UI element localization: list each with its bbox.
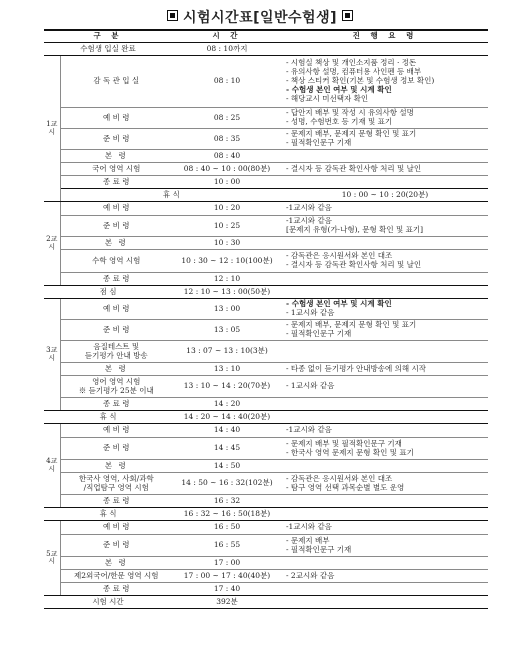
row-time: 17 : 00 [172, 557, 282, 570]
row-name: 본 령 [60, 460, 172, 473]
row-time: 16 : 50 [172, 521, 282, 535]
square-bullet-icon [167, 10, 178, 21]
row-notes [282, 176, 488, 189]
row-name-line: /직업탐구 영역 시험 [83, 482, 149, 492]
note-line: - 탐구 영역 선택 과목순별 별도 운영 [286, 482, 405, 492]
header-row [44, 30, 488, 43]
row-notes [282, 557, 488, 570]
row-notes [282, 150, 488, 163]
schedule-title [0, 7, 520, 27]
row-name: 본 령 [60, 363, 172, 376]
row-time: 392분 [172, 596, 282, 609]
table-row [44, 495, 488, 508]
row-notes [282, 56, 488, 108]
row-notes: -1교시와 같음 [282, 202, 488, 216]
note-line: - 1교시와 같음 [286, 308, 335, 317]
note-line: - 유의사항 설명, 컴퓨터용 사인펜 등 배부 [286, 67, 422, 77]
row-notes [282, 320, 488, 341]
row-name: 종 료 령 [60, 398, 172, 411]
period-label-4: 4교시 [44, 424, 60, 508]
table-row [44, 202, 488, 216]
row-name [60, 473, 172, 495]
row-notes [282, 250, 488, 273]
row-time: 08 : 40 [172, 150, 282, 163]
row-notes [282, 473, 488, 495]
row-time: 10 : 30 ~ 12 : 10(100분) [172, 250, 282, 273]
row-notes [282, 596, 488, 609]
row-notes: - 1교시와 같음 [282, 376, 488, 398]
row-name: 준 비 령 [60, 535, 172, 557]
table-row [44, 535, 488, 557]
table-row [44, 363, 488, 376]
row-time: 14 : 40 [172, 424, 282, 438]
row-name: 감 독 관 입 실 [60, 56, 172, 108]
row-name: 본 령 [60, 150, 172, 163]
table-row [44, 189, 488, 202]
note-line: - 결시자 등 감독관 확인사항 처리 및 날인 [286, 260, 422, 269]
row-name: 수학 영역 시험 [60, 250, 172, 273]
row-name: 예 비 령 [60, 108, 172, 129]
row-name: 제2외국어/한문 영역 시험 [60, 570, 172, 583]
table-row [44, 424, 488, 438]
row-time: 08 : 10 [172, 56, 282, 108]
row-name: 종 료 령 [60, 273, 172, 286]
row-name: 휴 식 [44, 411, 172, 424]
row-name: 예 비 령 [60, 521, 172, 535]
square-bullet-icon [342, 10, 353, 21]
row-notes: - 2교시와 같음 [282, 570, 488, 583]
row-name: 준 비 령 [60, 320, 172, 341]
row-time: 14 : 20 ~ 14 : 40(20분) [172, 411, 282, 424]
row-notes [282, 411, 488, 424]
note-line-bold: - 수험생 본인 여부 및 시계 확인 [286, 299, 392, 309]
row-notes [282, 129, 488, 150]
row-notes [282, 438, 488, 460]
row-time: 14 : 50 [172, 460, 282, 473]
row-name: 종 료 령 [60, 176, 172, 189]
table-row [44, 176, 488, 189]
row-notes [282, 273, 488, 286]
note-line: - 필적확인문구 기재 [286, 544, 352, 554]
row-time: 13 : 10 ~ 14 : 20(70분) [172, 376, 282, 398]
row-time: 08 : 35 [172, 129, 282, 150]
note-line: - 필적확인문구 기재 [286, 329, 352, 338]
table-row [44, 250, 488, 273]
note-line-bold: - 수험생 본인 여부 및 시계 확인 [286, 84, 392, 94]
table-row [44, 163, 488, 176]
note-line: [문제지 유형(가·나형), 문형 확인 및 표기] [286, 225, 424, 234]
table-row [44, 596, 488, 609]
row-name: 종 료 령 [60, 495, 172, 508]
row-time: 08 : 10까지 [172, 43, 282, 56]
row-time: 16 : 32 [172, 495, 282, 508]
note-line: - 시험실 책상 및 개인소지품 정리 · 정돈 [286, 58, 417, 68]
row-time: 16 : 32 ~ 16 : 50(18분) [172, 508, 282, 521]
note-line: - 책상 스티커 확인(기본 및 수험생 정보 확인) [286, 76, 435, 86]
period-label-2: 2교시 [44, 202, 60, 286]
note-line: - 감독관은 응시원서와 본인 대조 [286, 251, 393, 261]
row-name: 본 령 [60, 557, 172, 570]
period-label-5: 5교시 [44, 521, 60, 596]
row-name [60, 376, 172, 398]
row-notes [282, 535, 488, 557]
row-notes [282, 508, 488, 521]
row-name-line: 한국사 영역, 사회/과학 [78, 473, 154, 483]
table-row [44, 411, 488, 424]
table-row [44, 473, 488, 495]
note-line: - 한국사 영역 문제지 문형 확인 및 표기 [286, 447, 414, 457]
note-line: - 문제지 배부, 문제지 문형 확인 및 표기 [286, 129, 417, 139]
row-notes [282, 237, 488, 250]
table-row [44, 286, 488, 299]
table-row [44, 341, 488, 363]
row-name: 시험 시간 [44, 596, 172, 609]
row-notes [282, 43, 488, 56]
table-row [44, 376, 488, 398]
row-notes: -1교시와 같음 [282, 521, 488, 535]
table-row [44, 557, 488, 570]
table-row [44, 216, 488, 237]
period-label-1: 1교시 [44, 56, 60, 202]
row-name: 준 비 령 [60, 129, 172, 150]
row-time: 13 : 00 [172, 299, 282, 320]
row-notes [282, 583, 488, 596]
row-name: 휴 식 [44, 508, 172, 521]
row-time: 10 : 00 [172, 176, 282, 189]
row-name [60, 341, 172, 363]
table-row [44, 273, 488, 286]
note-line: - 해당교시 미선택자 확인 [286, 93, 369, 103]
row-name: 점 심 [44, 286, 172, 299]
row-time: 10 : 30 [172, 237, 282, 250]
note-line: - 문제지 배부 [286, 535, 330, 545]
header-time: 시 간 [172, 30, 282, 43]
row-time: 13 : 07 ~ 13 : 10(3분) [172, 341, 282, 363]
row-name: 준 비 령 [60, 438, 172, 460]
table-row [44, 43, 488, 56]
row-time: 13 : 10 [172, 363, 282, 376]
row-time: 14 : 45 [172, 438, 282, 460]
table-row [44, 398, 488, 411]
row-name: 수험생 입실 완료 [44, 43, 172, 56]
row-notes: - 타종 없이 듣기평가 안내방송에 의해 시작 [282, 363, 488, 376]
row-time: 10 : 00 ~ 10 : 20(20분) [282, 189, 488, 202]
table-row [44, 150, 488, 163]
row-time: 13 : 05 [172, 320, 282, 341]
table-row [44, 237, 488, 250]
note-line: - 문제지 배부 및 필적확인문구 기재 [286, 438, 402, 448]
row-time: 08 : 40 ~ 10 : 00(80분) [172, 163, 282, 176]
row-notes [282, 299, 488, 320]
row-time: 17 : 40 [172, 583, 282, 596]
row-notes [282, 460, 488, 473]
row-notes: -1교시와 같음 [282, 424, 488, 438]
row-name: 국어 영역 시험 [60, 163, 172, 176]
row-time: 10 : 25 [172, 216, 282, 237]
row-notes [282, 495, 488, 508]
table-row [44, 508, 488, 521]
row-time: 16 : 55 [172, 535, 282, 557]
table-row [44, 320, 488, 341]
table-row [44, 56, 488, 108]
row-time: 12 : 10 [172, 273, 282, 286]
row-name: 예 비 령 [60, 424, 172, 438]
row-name: 종 료 령 [60, 583, 172, 596]
row-name-line: 음질테스트 및 [93, 341, 140, 351]
row-time: 08 : 25 [172, 108, 282, 129]
row-name: 예 비 령 [60, 299, 172, 320]
row-name-line: 영어 영역 시험 [92, 376, 141, 386]
row-time: 14 : 20 [172, 398, 282, 411]
row-notes [282, 398, 488, 411]
table-row [44, 583, 488, 596]
note-line: - 답안지 배부 및 작성 시 유의사항 설명 [286, 108, 414, 118]
table-row [44, 108, 488, 129]
period-label-3: 3교시 [44, 299, 60, 411]
row-notes [282, 108, 488, 129]
table-row [44, 521, 488, 535]
row-name-line: ※ 듣기평가 25분 이내 [78, 385, 154, 395]
row-name: 예 비 령 [60, 202, 172, 216]
row-notes: - 결시자 등 감독관 확인사항 처리 및 날인 [282, 163, 488, 176]
note-line: - 감독관은 응시원서와 본인 대조 [286, 473, 393, 483]
row-name-line: 듣기평가 안내 방송 [84, 350, 148, 360]
row-time: 17 : 00 ~ 17 : 40(40분) [172, 570, 282, 583]
row-time: 12 : 10 ~ 13 : 00(50분) [172, 286, 282, 299]
schedule-table [44, 29, 488, 609]
table-row [44, 438, 488, 460]
note-line: - 성명, 수험번호 등 기재 및 표기 [286, 117, 393, 126]
schedule-title-text: 시험시간표[일반수험생] [182, 10, 338, 26]
table-row [44, 129, 488, 150]
note-line: -1교시와 같음 [286, 216, 332, 226]
row-notes [282, 216, 488, 237]
header-division: 구 분 [44, 30, 172, 43]
row-name: 본 령 [60, 237, 172, 250]
row-time: 14 : 50 ~ 16 : 32(102분) [172, 473, 282, 495]
row-time: 10 : 20 [172, 202, 282, 216]
row-notes [282, 341, 488, 363]
row-name: 휴 식 [60, 189, 282, 202]
header-proceeding: 진 행 요 령 [282, 30, 488, 43]
note-line: - 필적확인문구 기재 [286, 138, 352, 147]
table-row [44, 460, 488, 473]
row-notes [282, 286, 488, 299]
table-row [44, 299, 488, 320]
row-name: 준 비 령 [60, 216, 172, 237]
table-row [44, 570, 488, 583]
note-line: - 문제지 배부, 문제지 문형 확인 및 표기 [286, 320, 417, 330]
